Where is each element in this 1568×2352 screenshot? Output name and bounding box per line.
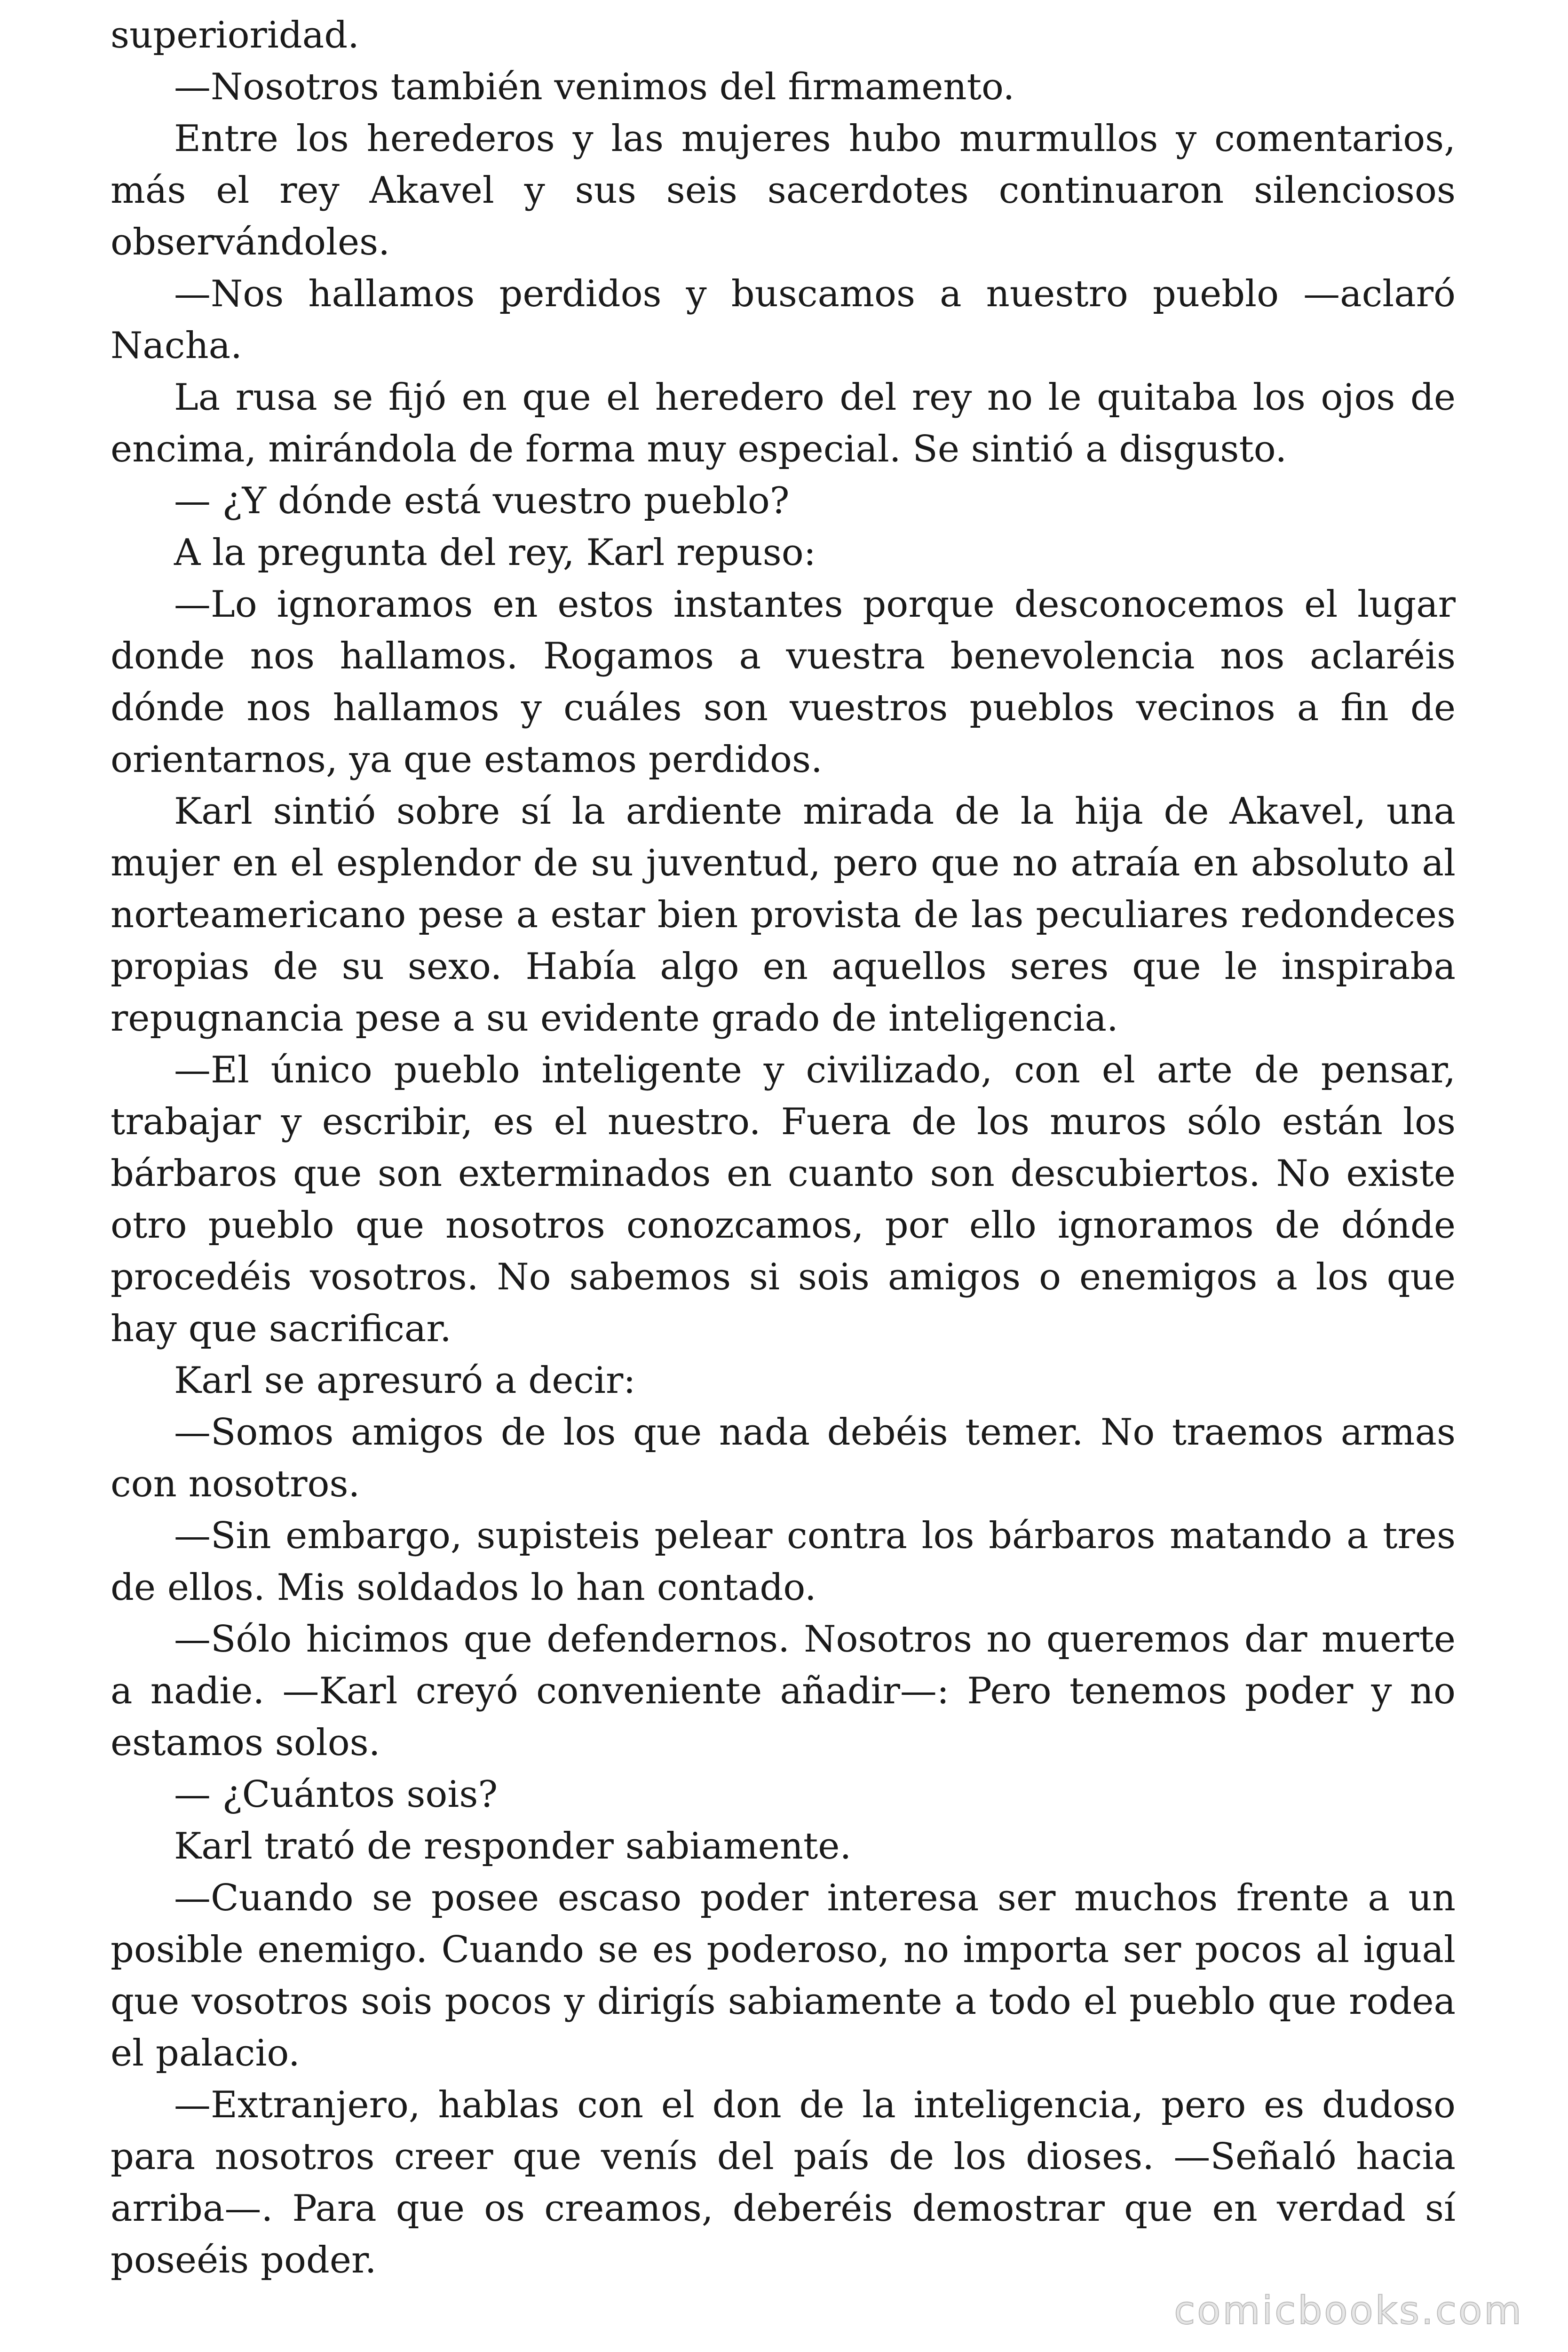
paragraph: —Extranjero, hablas con el don de la inteligencia, pero es dudoso para nosotros creer que venís del país de los dioses. —Señaló hacia arriba—. Para que os creamos, deberéis demostrar que en verdad sí poseéis poder. — [111, 2084, 1456, 2281]
paragraph: Karl trató de responder sabiamente. — [174, 1825, 852, 1867]
paragraph: —Sin embargo, supisteis pelear contra los bárbaros matando a tres de ellos. Mis soldados lo han contado. — [111, 1515, 1456, 1609]
paragraph: —Sólo hicimos que defendernos. Nosotros no queremos dar muerte a nadie. —Karl creyó conveniente añadir—: Pero tenemos poder y no estamos solos. — [111, 1618, 1456, 1764]
paragraph: — ¿Y dónde está vuestro pueblo? — [174, 480, 790, 522]
paragraph: —Cuando se posee escaso poder interesa ser muchos frente a un posible enemigo. Cuando se es poderoso, no importa ser pocos al igual que vosotros sois pocos y dirigís sabiamente a todo el pueblo que rodea el palacio. — [111, 1877, 1456, 2074]
paragraph-continuation: superioridad. — [111, 14, 359, 56]
paragraph: A la pregunta del rey, Karl repuso: — [174, 532, 816, 574]
paragraph: Karl se apresuró a decir: — [174, 1359, 636, 1402]
paragraph: —Lo ignoramos en estos instantes porque desconocemos el lugar donde nos hallamos. Rogamos a vuestra benevolencia nos aclaréis dónde nos hallamos y cuáles son vuestros pueblos vecinos a fin de orientarnos, ya que estamos perdidos. — [111, 583, 1456, 781]
paragraph: — ¿Cuántos sois? — [174, 1773, 498, 1816]
paragraph: —Somos amigos de los que nada debéis temer. No traemos armas con nosotros. — [111, 1411, 1456, 1505]
paragraph: —Nosotros también venimos del firmamento. — [174, 66, 1015, 108]
watermark-text: comicbooks.com — [1174, 2288, 1523, 2333]
book-page — [111, 9, 1456, 2305]
paragraph: Karl sintió sobre sí la ardiente mirada de la hija de Akavel, una mujer en el esplendor de su juventud, pero que no atraía en absoluto al norteamericano pese a estar bien provista de las peculiares redondeces propias de su sexo. Había algo en aquellos seres que le inspiraba repugnancia pese a su evidente grado de inteligencia. — [111, 790, 1456, 1040]
paragraph: Entre los herederos y las mujeres hubo murmullos y comentarios, más el rey Akavel y sus seis sacerdotes continuaron silenciosos observándoles. — [111, 118, 1456, 263]
paragraph: —El único pueblo inteligente y civilizado, con el arte de pensar, trabajar y escribir, es el nuestro. Fuera de los muros sólo están los bárbaros que son exterminados en cuanto son descubiertos. No existe otro pueblo que nosotros conozcamos, por ello ignoramos de dónde procedéis vosotros. No sabemos si sois amigos o enemigos a los que hay que sacrificar. — [111, 1049, 1456, 1350]
paragraph: La rusa se fijó en que el heredero del rey no le quitaba los ojos de encima, mirándola de forma muy especial. Se sintió a disgusto. — [111, 376, 1456, 470]
paragraph: —Nos hallamos perdidos y buscamos a nuestro pueblo —aclaró Nacha. — [111, 273, 1456, 367]
